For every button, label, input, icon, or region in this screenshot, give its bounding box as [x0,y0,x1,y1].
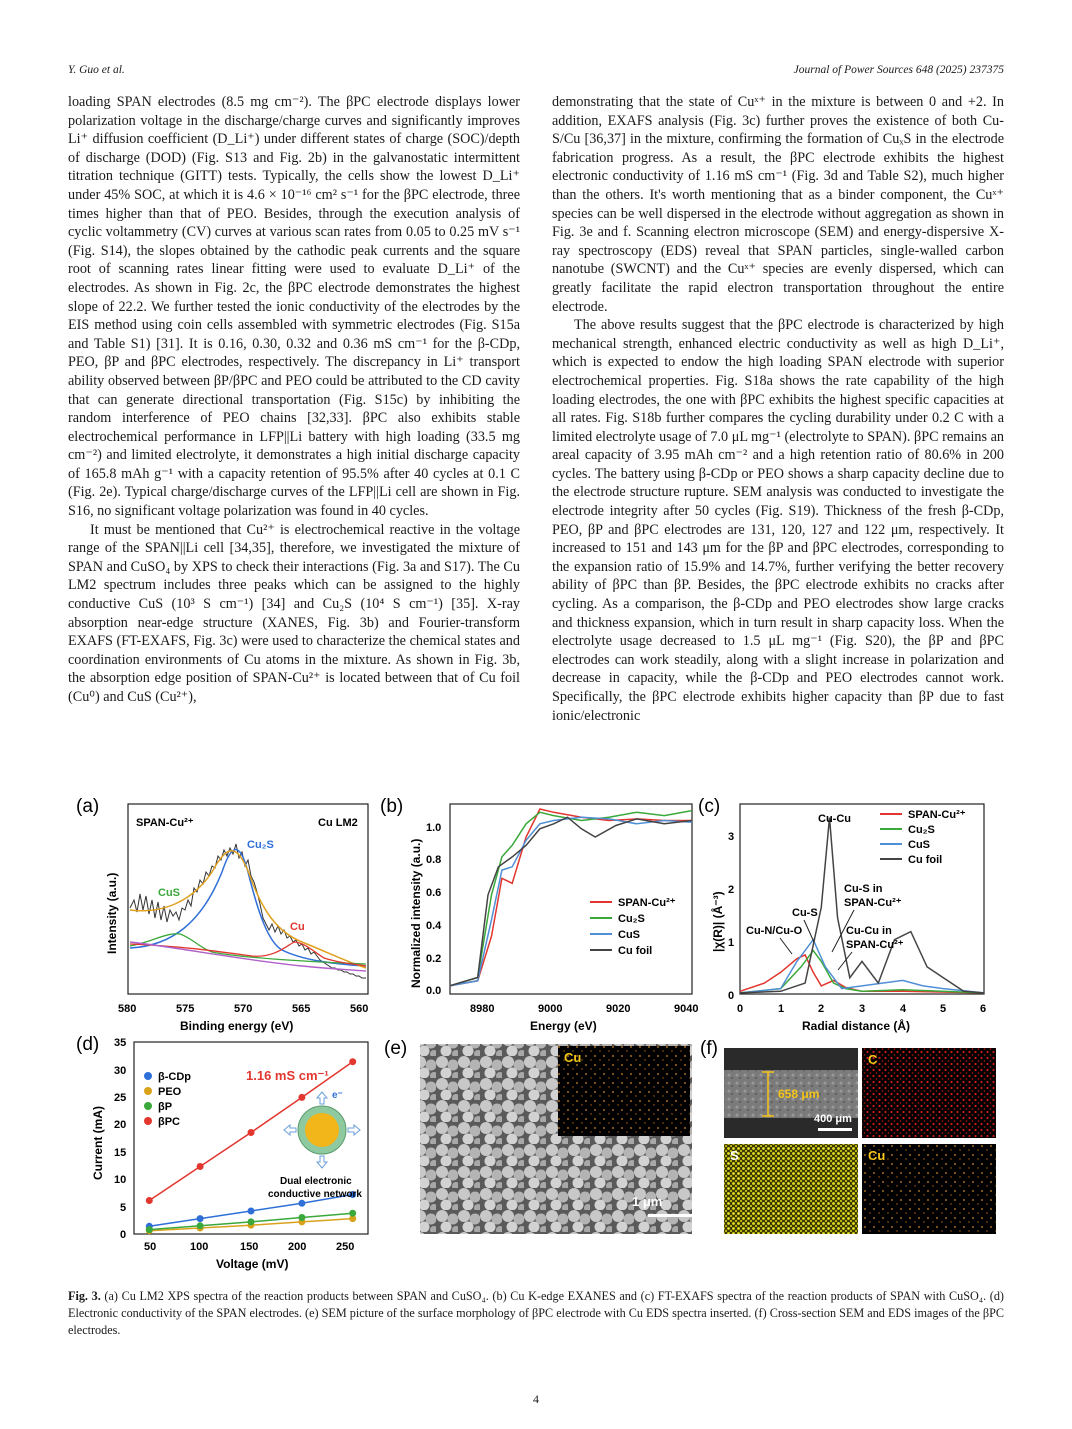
panel-c-xticks [737,1003,986,1015]
y-tick: 25 [114,1092,127,1104]
panel-b-ylabel: Normalized intensity (a.u.) [409,838,423,988]
x-tick: 4 [900,1003,907,1015]
y-tick: 0.2 [426,953,442,965]
legend-label: Cu₂S [618,913,645,925]
panel-b-xlabel: Energy (eV) [530,1019,597,1033]
panel-d-xticks [144,1241,354,1253]
annotation: Cu-Cu in [846,925,892,937]
annotation: SPAN-Cu²⁺ [846,939,904,951]
panel-a-tag-right: Cu LM2 [318,817,358,829]
x-tick: 5 [940,1003,947,1015]
body-column-right [552,93,1004,725]
panel-f-thickness-label: 658 μm [778,1087,820,1101]
paragraph: The above results suggest that the βPC electrode is characterized by high mechanical strength, enhanced electric conductivity as well as high D_Li⁺, which is expected to endow the high loading SPAN electrode with superior electrochemical properties. Fig. S18a shows the rate capability of the high loading electrodes, the one with βPC exhibits the highest specific capacities at all rates. Fig. S18b further compares the cycling durability under 0.2 C with a limited electrolyte usage of 7.0 μL mg⁻¹ (electrolyte to SPAN). βPC remains an areal capacity of 3.95 mAh cm⁻² and a high retention ratio of 80.6% in 200 cycles. The battery using β-CDp or PEO shows a sharp capacity decline due to the electrode structure rupture. SEM analysis was conducted to investigate the electrode integrity after 50 cycles (Fig. S19). Thickness of the fresh β-CDp, PEO, βP and βPC electrodes are 131, 120, 127 and 122 μm, respectively. It increased to 151 and 143 μm for the βP and βPC electrodes, corresponding to the expansion ratio of 15.9% and 14.7%, further verifying the better recovery ability of βPC than βP. Besides, the βPC electrode exhibits no cracks after cycling. As a comparison, the β-CDp and PEO electrodes show large cracks and thickness expansion, which in turn result in sharp capacity loss. When the electrolyte usage decreased to 1.5 μL mg⁻¹ (Fig. S20), the βP and βPC electrodes can work steadily, along with a slight increase in polarization and decrease in capacity, while the β-CDp and PEO electrodes cannot work. Specifically, the βPC electrode exhibits higher capacity than βP due to fast ionic/electronic [552,317,1004,724]
panel-a-xlabel: Binding energy (eV) [180,1019,294,1033]
x-tick: 6 [980,1003,987,1015]
x-tick: 560 [350,1003,369,1015]
panel-a-xticks [118,1003,368,1015]
panel-b-xticks [470,1003,698,1015]
arrow-up-icon [317,1092,327,1104]
x-tick: 2 [818,1003,825,1015]
paragraph: It must be mentioned that Cu²⁺ is electrochemical reactive in the voltage range of the SPAN||Li cell [34,35], therefore, we investigated the mixture of SPAN and CuSO₄ by XPS to check their interactions (Fig. 3a and S17). The Cu LM2 spectrum includes three peaks which can be assigned to the highly conductive CuS (10³ S cm⁻¹) [34] and Cu₂S (10⁴ S cm⁻¹) [35]. X-ray absorption near-edge structure (XANES, Fig. 3b) and Fourier-transform EXAFS (FT-EXAFS, Fig. 3c) were used to characterize the chemical states and coordination environments of Cu atoms in the mixture. As shown in Fig. 3b, the absorption edge position of SPAN-Cu²⁺ is located between that of Cu foil (Cu⁰) and CuS (Cu²⁺), [68,521,520,705]
y-tick: 3 [728,831,735,843]
panel-f-scale-label: 400 μm [814,1113,852,1125]
page-number: 4 [533,1392,539,1406]
arrow-left-icon [284,1125,296,1135]
x-tick: 50 [144,1241,157,1253]
panel-c-yticks [728,831,734,1002]
y-tick: 1.0 [426,822,442,834]
panel-label-d: (d) [76,1034,100,1055]
arrow-down-icon [317,1156,327,1168]
panel-label-a: (a) [76,796,100,817]
y-tick: 2 [728,884,735,896]
panel-a-frame [128,804,368,994]
panel-b-yticks [426,822,442,997]
annotation: Cu-Cu [818,813,851,825]
panel-e-eds-label: Cu [564,1050,582,1065]
x-tick: 565 [292,1003,311,1015]
panel-f-eds-c [862,1048,996,1138]
y-tick: 0.6 [426,887,442,899]
panel-label-c: (c) [698,796,721,817]
annotation-arrow [804,920,814,942]
panel-a-raw-spectrum [130,844,366,978]
inset-electron-label: e⁻ [332,1090,343,1101]
figure-3 [62,792,1010,1272]
figure-caption [68,1288,1004,1339]
data-point [298,1094,305,1101]
x-tick: 8980 [470,1003,495,1015]
y-tick: 20 [114,1119,127,1131]
panel-label-f: (f) [700,1038,718,1059]
panel-f-eds-s-label: S [730,1148,739,1163]
legend-label: βPC [158,1116,180,1128]
panel-c-ylabel: |χ(R)| (Å⁻³) [711,891,725,952]
panel-e-scale-bar [648,1214,694,1217]
legend-marker [144,1072,152,1080]
panel-a-ylabel: Intensity (a.u.) [105,872,119,954]
panel-e-scale-label: 1 μm [632,1194,663,1209]
annotation: Cu-S [792,907,818,919]
x-tick: 580 [118,1003,137,1015]
data-point [248,1218,255,1225]
panel-a-envelope-fit [130,851,366,968]
figure-caption-label: Fig. 3. [68,1289,101,1303]
paragraph: loading SPAN electrodes (8.5 mg cm⁻²). The βPC electrode displays lower polarization voltage in the discharge/charge curves and significantly improves Li⁺ diffusion coefficient (D_Li⁺) under different states of charge (SOC)/depth of discharge (DOD) (Fig. S13 and Fig. 2b) in the galvanostatic intermittent titration technique (GITT) tests. Typically, the cells show the lowest D_Li⁺ under 45% SOC, at which it is 4.6 × 10⁻¹⁶ cm² s⁻¹ for the βPC electrode, three times higher than that of PEO. Besides, through the execution analysis of cyclic voltammetry (CV) curves at various scan rates from 0.05 to 0.25 mV s⁻¹ (Fig. S14), the slopes obtained by the cathodic peak currents and the square root of scanning rates linear fitting were used to evaluate D_Li⁺ of the electrodes. As shown in Fig. 2c, the βPC electrode demonstrates the highest slope of 22.2. We further tested the ionic conductivity of the electrodes by the EIS method using coin cells assembled with symmetric electrodes (Fig. S15a and Table S1) [31]. It is 0.16, 0.30, 0.32 and 0.36 mS cm⁻¹ for the β-CDp, PEO, βP and βPC electrodes, respectively. The discrepancy in Li⁺ transport ability observed between βP/βPC and PEO could be attributed to the CD cavity that can generate directional transportation (Fig. S15c) by inhibiting the random interference of PEO chains [32,33]. βPC also exhibits stable electrochemical performance in LFP||Li battery with high loading (33.5 mg cm⁻²) and limited electrolyte, it demonstrates a high initial discharge capacity of 165.8 mAh g⁻¹ with a capacity retention of 95.5% after 40 cycles at 0.1 C (Fig. 2e). Typical charge/discharge curves of the LFP||Li cell are shown in Fig. S16, no significant voltage polarization was found in 40 cycles. [68,94,520,520]
y-tick: 5 [120,1202,127,1214]
panel-d-xlabel: Voltage (mV) [216,1257,289,1271]
running-header-journal: Journal of Power Sources 648 (2025) 237375 [793,64,1004,76]
y-tick: 30 [114,1065,127,1077]
legend-label: PEO [158,1086,182,1098]
y-tick: 10 [114,1174,127,1186]
data-point [197,1163,204,1170]
panel-f-eds-s [724,1144,858,1234]
legend-label: Cu foil [618,945,653,957]
x-tick: 0 [737,1003,744,1015]
annotation: Cu-N/Cu-O [746,925,803,937]
panel-a-peak-cus: CuS [158,887,180,899]
data-point [146,1197,153,1204]
figure-3-svg [62,792,1010,1272]
x-tick: 250 [336,1241,355,1253]
paragraph: demonstrating that the state of Cuˣ⁺ in the mixture is between 0 and +2. In addition, EXAFS analysis (Fig. 3c) further proves the existence of both Cu-S/Cu [36,37] in the mixture, confirming the formation of CuₓS in the electrode fabrication progress. As a result, the βPC electrode exhibits the highest electronic conductivity of 1.16 mS cm⁻¹ (Fig. 3d and Table S2), much higher than the others. It's worth mentioning that as a binder component, the Cuˣ⁺ species can be well dispersed in the electrode without aggregation as shown in Fig. 3e and f. Scanning electron microscope (SEM) and energy-dispersive X-ray spectroscopy (EDS) reveal that SPAN particles, single-walled carbon nanotube (SWCNT) and the Cuˣ⁺ species are evenly dispersed, which can greatly facilitate the rapid electron transportation throughout the entire electrode. [552,94,1004,315]
y-tick: 35 [114,1037,127,1049]
data-point [349,1058,356,1065]
running-header-authors: Y. Guo et al. [68,64,125,76]
inset-caption-line2: conductive network [268,1189,362,1200]
panel-a-peak-cu2s: Cu₂S [247,839,274,851]
data-point [349,1210,356,1217]
panel-c-annotations [746,813,904,970]
inset-caption-line1: Dual electronic [280,1176,352,1187]
panel-f-eds-cu-label: Cu [868,1148,886,1163]
panel-c-legend [880,809,966,866]
legend-label: βP [158,1101,173,1113]
data-point [298,1214,305,1221]
panel-f-scale-bar [818,1128,852,1131]
data-point [197,1215,204,1222]
data-point [197,1222,204,1229]
data-point [248,1129,255,1136]
panel-d-highlight: 1.16 mS cm⁻¹ [246,1068,329,1083]
legend-label: Cu₂S [908,824,935,836]
legend-marker [144,1117,152,1125]
x-tick: 1 [778,1003,785,1015]
x-tick: 9040 [674,1003,699,1015]
x-tick: 9000 [538,1003,563,1015]
y-tick: 15 [114,1147,127,1159]
data-point [146,1226,153,1233]
x-tick: 575 [176,1003,195,1015]
panel-d-legend [144,1071,191,1128]
annotation: SPAN-Cu²⁺ [844,897,902,909]
legend-marker [144,1087,152,1095]
x-tick: 9020 [606,1003,631,1015]
body-column-left [68,93,520,707]
panel-b-legend [590,897,676,957]
annotation-arrow [780,938,792,954]
panel-label-b: (b) [380,796,404,817]
legend-marker [144,1102,152,1110]
legend-label: SPAN-Cu²⁺ [908,809,966,821]
panel-c-xlabel: Radial distance (Å) [802,1019,911,1033]
x-tick: 100 [190,1241,209,1253]
panel-label-e: (e) [384,1038,408,1059]
y-tick: 0.0 [426,985,442,997]
y-tick: 1 [728,937,735,949]
inset-particle [305,1113,339,1147]
data-point [248,1208,255,1215]
panel-a-peak-cu: Cu [290,921,305,933]
panel-d-ylabel: Current (mA) [91,1106,105,1180]
y-tick: 0 [120,1229,127,1241]
legend-label: Cu foil [908,854,943,866]
panel-a-tag-left: SPAN-Cu²⁺ [136,817,194,829]
y-tick: 0.4 [426,920,442,932]
figure-caption-text: (a) Cu LM2 XPS spectra of the reaction products between SPAN and CuSO₄. (b) Cu K-edge EXANES and (c) FT-EXAFS spectra of the reaction products of SPAN with CuSO₄. (d) Electronic conductivity of the SPAN electrodes. (e) SEM picture of the surface morphology of βPC electrode with Cu EDS spectra inserted. (f) Cross-section SEM and EDS images of the βPC electrodes. [68,1289,1004,1337]
arrow-right-icon [348,1125,360,1135]
x-tick: 200 [288,1241,307,1253]
data-point [298,1200,305,1207]
annotation: Cu-S in [844,883,883,895]
y-tick: 0.8 [426,854,442,866]
legend-label: SPAN-Cu²⁺ [618,897,676,909]
x-tick: 3 [859,1003,866,1015]
legend-label: CuS [618,929,640,941]
x-tick: 570 [234,1003,253,1015]
legend-label: β-CDp [158,1071,191,1083]
panel-d-yticks [114,1037,126,1241]
panel-f-eds-c-label: C [868,1052,878,1067]
legend-label: CuS [908,839,930,851]
y-tick: 0 [728,990,735,1002]
x-tick: 150 [240,1241,259,1253]
panel-d-inset [268,1090,362,1200]
